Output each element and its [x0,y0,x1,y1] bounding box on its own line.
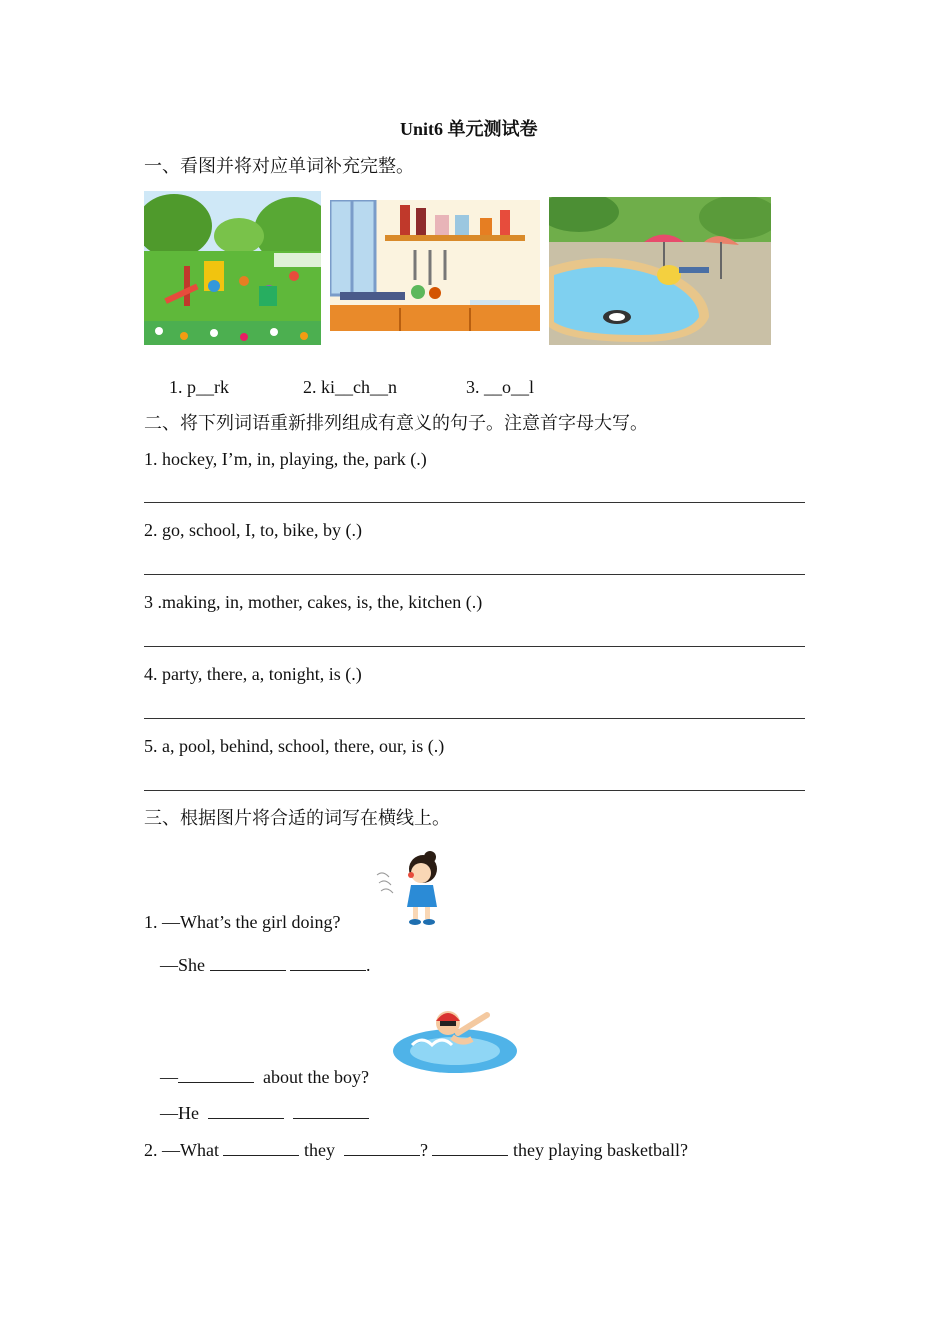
q1-answer-prefix: —She [160,955,205,975]
word-item-2: 2. ki__ch__n [303,377,397,397]
section2-heading: 二、将下列词语重新排列组成有意义的句子。注意首字母大写。 [144,413,648,433]
answer-line-3[interactable] [144,646,805,647]
q1b-question: about the boy? [263,1067,369,1087]
kitchen-image [330,200,540,331]
section1-heading: 一、看图并将对应单词补充完整。 [144,156,414,176]
q1b-blank[interactable] [178,1066,254,1083]
q2-part-b: they [303,1140,335,1160]
girl-whistling-image [375,845,453,927]
q1-blank-1[interactable] [210,954,286,971]
q1b-answer-prefix: —He [160,1103,199,1123]
answer-line-1[interactable] [144,502,805,503]
q2-part-a: 2. —What [144,1140,219,1160]
answer-line-5[interactable] [144,790,805,791]
q1b-blank-2[interactable] [293,1102,369,1119]
sentence-item-3: 3 .making, in, mother, cakes, is, the, kitchen (.) [144,592,483,612]
word-item-3: 3. __o__l [466,377,535,397]
q2-blank-1[interactable] [223,1139,299,1156]
q1-blank-2[interactable] [290,954,366,971]
q1b-blank-1[interactable] [208,1102,284,1119]
q1-question: 1. —What’s the girl doing? [144,912,341,932]
sentence-item-1: 1. hockey, I’m, in, playing, the, park (.) [144,449,427,469]
q2-part-c: ? [419,1140,428,1160]
q2-row [144,1139,688,1161]
word-item-1: 1. p__rk [169,377,229,397]
page-title: Unit6 单元测试卷 [400,119,538,139]
q1-answer-row [160,954,371,976]
q1b-answer-row [160,1102,369,1124]
q1b-prefix: — [160,1067,178,1087]
q1b-row [160,1066,369,1088]
q2-blank-2[interactable] [344,1139,420,1156]
sentence-item-2: 2. go, school, I, to, bike, by (.) [144,520,362,540]
sentence-item-4: 4. party, there, a, tonight, is (.) [144,664,362,684]
q1-answer-suffix: . [366,955,371,975]
section3-heading: 三、根据图片将合适的词写在横线上。 [144,808,450,828]
q2-part-d: they playing basketball? [512,1140,688,1160]
pool-image [549,197,771,345]
answer-line-4[interactable] [144,718,805,719]
q2-blank-3[interactable] [432,1139,508,1156]
park-image [144,191,321,345]
boy-swimming-image [392,995,518,1075]
sentence-item-5: 5. a, pool, behind, school, there, our, is (.) [144,736,445,756]
answer-line-2[interactable] [144,574,805,575]
